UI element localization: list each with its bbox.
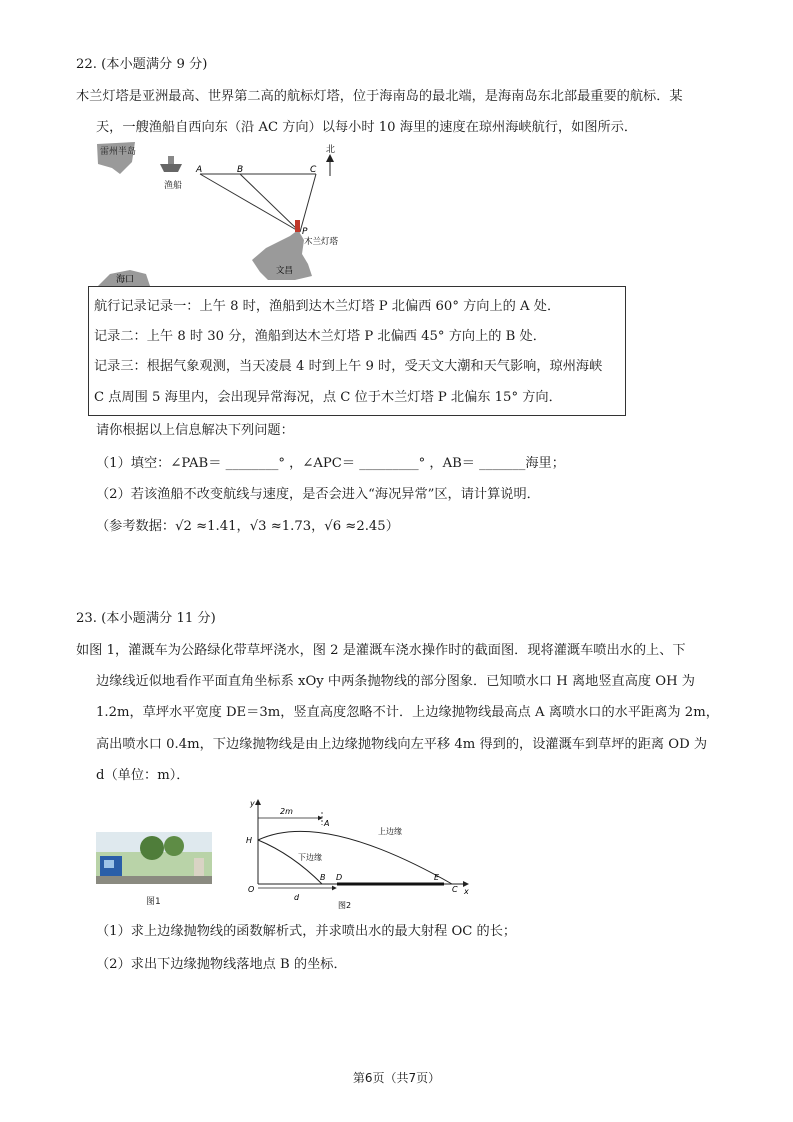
record-2: 记录二：上午 8 时 30 分，渔船到达木兰灯塔 P 北偏西 45° 方向上的 B 处． xyxy=(94,329,546,344)
line-AP xyxy=(200,174,300,232)
lower-parabola xyxy=(258,840,322,884)
irrigation-truck-photo xyxy=(96,832,212,914)
point-B: B xyxy=(237,165,244,175)
page-footer: 第6页（共7页） xyxy=(352,1071,441,1085)
q23-header: 23. (本小题满分 11 分) xyxy=(76,611,216,626)
q23-figure-2 xyxy=(238,796,472,914)
dist-2m-label: 2m xyxy=(280,807,293,816)
upper-parabola xyxy=(258,831,452,884)
q22-part2: （2）若该渔船不改变航线与速度，是否会进入“海况异常”区，请计算说明． xyxy=(96,487,540,502)
line-CP xyxy=(300,174,316,232)
q23-part1: （1）求上边缘抛物线的函数解析式，并求喷出水的最大射程 OC 的长； xyxy=(96,924,517,939)
boat-label: 渔船 xyxy=(164,181,183,191)
q23-para-line1: 如图 1，灌溉车为公路绿化带草坪浇水，图 2 是灌溉车浇水操作时的截面图．现将灌溉车喷出水的上、下 xyxy=(76,643,686,658)
point-C: C xyxy=(310,165,317,175)
north-label: 北 xyxy=(326,145,336,155)
q22-part1: （1）填空：∠PAB＝ ________° ，∠APC＝ _________° ，AB＝ _______海里； xyxy=(96,456,565,471)
q23-para-line4: 高出喷水口 0.4m，下边缘抛物线是由上边缘抛物线向左平移 4m 得到的，设灌溉车到草坪的距离 OD 为 xyxy=(96,737,708,752)
point-O: O xyxy=(248,885,255,894)
q22-figure xyxy=(90,140,370,288)
boat-icon xyxy=(160,164,182,172)
point-C: C xyxy=(452,885,458,894)
point-P: P xyxy=(302,227,308,237)
leizhou-label: 雷州半岛 xyxy=(100,147,137,157)
point-B: B xyxy=(320,873,326,882)
q23-part2: （2）求出下边缘抛物线落地点 B 的坐标． xyxy=(96,957,347,972)
upper-edge-label: 上边缘 xyxy=(378,827,402,836)
haikou-label: 海口 xyxy=(116,275,135,285)
q23-para-line2: 边缘线近似地看作平面直角坐标系 xOy 中两条抛物线的部分图象．已知喷水口 H 离地竖直高度 OH 为 xyxy=(96,674,695,689)
lighthouse-icon xyxy=(295,220,300,232)
point-A: A xyxy=(196,165,203,175)
fig1-caption: 图1 xyxy=(146,897,161,907)
axis-x-label: x xyxy=(464,887,469,896)
lower-edge-label: 下边缘 xyxy=(298,853,322,862)
point-A: A xyxy=(324,819,330,828)
point-D: D xyxy=(336,873,343,882)
q22-reference-data: （参考数据：√2 ≈1.41，√3 ≈1.73，√6 ≈2.45） xyxy=(96,519,399,534)
q23-para-line5: d（单位：m）． xyxy=(96,768,190,783)
q23-para-line3: 1.2m，草坪水平宽度 DE＝3m，竖直高度忽略不计．上边缘抛物线最高点 A 离喷水口的水平距离为 2m， xyxy=(96,705,719,720)
point-H: H xyxy=(246,836,253,845)
record-3-line1: 记录三：根据气象观测，当天凌晨 4 时到上午 9 时，受天文大潮和天气影响，琼州海峡 xyxy=(94,359,603,374)
q22-intro-line1: 木兰灯塔是亚洲最高、世界第二高的航标灯塔，位于海南岛的最北端，是海南岛东北部最重要的航标．某 xyxy=(76,89,683,104)
point-E: E xyxy=(434,873,440,882)
lighthouse-label: 木兰灯塔 xyxy=(304,237,339,247)
q22-prompt: 请你根据以上信息解决下列问题： xyxy=(96,423,294,438)
axis-y-label: y xyxy=(250,799,255,808)
fig2-caption: 图2 xyxy=(338,901,352,910)
q22-header: 22. (本小题满分 9 分) xyxy=(76,57,208,72)
dist-d-label: d xyxy=(294,893,300,902)
q22-intro-line2: 天，一艘渔船自西向东（沿 AC 方向）以每小时 10 海里的速度在琼州海峡航行，如图所示． xyxy=(96,120,638,135)
wenchang-label: 文昌 xyxy=(276,266,294,276)
record-1: 航行记录记录一：上午 8 时，渔船到达木兰灯塔 P 北偏西 60° 方向上的 A 处． xyxy=(94,299,561,314)
line-BP xyxy=(240,174,300,232)
record-3-line2: C 点周围 5 海里内，会出现异常海况，点 C 位于木兰灯塔 P 北偏东 15° 方向． xyxy=(94,390,562,405)
